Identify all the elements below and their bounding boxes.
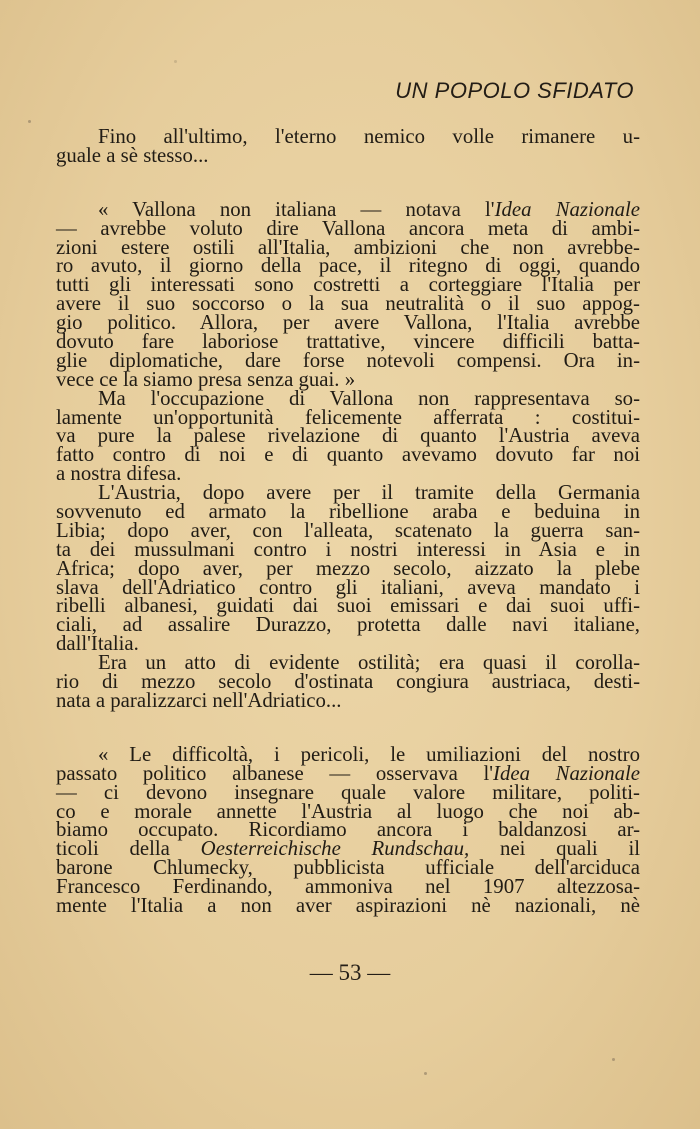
text-line: Era un atto di evidente ostilità; era quasi il corolla- [98, 651, 640, 675]
text-line: barone Chlumecky, pubblicista ufficiale dell'arciduca [56, 856, 640, 880]
text-line: glie diplomatiche, dare forse notevoli compensi. Ora in- [56, 348, 640, 372]
text-line: — avrebbe voluto dire Vallona ancora meta di ambi- [56, 216, 640, 240]
text-span: ticoli della [56, 837, 201, 861]
text-line: lamente un'opportunità felicemente afferrata : costitui- [56, 405, 640, 429]
italic-title: Idea Nazionale [494, 197, 641, 221]
text-line: ro avuto, il giorno della pace, il ritegno di oggi, quando [56, 254, 640, 278]
text-line: nata a paralizzarci nell'Adriatico... [56, 688, 342, 712]
text-line: co e morale annette l'Austria al luogo che noi ab- [56, 799, 640, 823]
text-line: va pure la palese rivelazione di quanto l'Austria aveva [56, 424, 640, 448]
text-line: mente l'Italia a non aver aspirazioni nè nazionali, nè [56, 893, 640, 917]
text-line: rio di mezzo secolo d'ostinata congiura austriaca, desti- [56, 670, 640, 694]
text-line: sovvenuto ed armato la ribellione araba e beduina in [56, 500, 640, 524]
text-line: dovuto fare laboriose trattative, vincere difficili batta- [56, 330, 640, 354]
text-span: « Vallona non italiana — notava l' [98, 197, 495, 221]
text-line: biamo occupato. Ricordiamo ancora i baldanzosi ar- [56, 818, 640, 842]
page-number: — 53 — [309, 960, 391, 985]
text-line: gio politico. Allora, per avere Vallona, l'Italia avrebbe [56, 311, 640, 335]
paper-speck [174, 60, 177, 63]
italic-title: Oesterreichische Rundschau, [200, 837, 470, 861]
running-head: UN POPOLO SFIDATO [395, 78, 634, 103]
text-span: nei quali il [469, 837, 640, 861]
text-line: a nostra difesa. [56, 462, 182, 486]
text-line: dall'Italia. [56, 632, 139, 656]
text-line: Africa; dopo aver, per mezzo secolo, aizzato la plebe [56, 556, 640, 580]
paper-speck [612, 1058, 615, 1061]
paragraph-gap [56, 711, 640, 746]
text-line: Fino all'ultimo, l'eterno nemico volle rimanere u- [98, 125, 640, 148]
paper-speck [424, 1072, 427, 1075]
text-line: ciali, ad assalire Durazzo, protetta dalle navi italiane, [56, 613, 640, 637]
text-line: slava dell'Adriatico contro gli italiani, aveva mandato i [56, 575, 640, 599]
italic-title: Idea Nazionale [493, 761, 641, 785]
text-line: guale a sè stesso... [56, 143, 209, 167]
text-line: Francesco Ferdinando, ammoniva nel 1907 altezzosa- [56, 875, 640, 899]
text-line: zioni estere ostili all'Italia, ambizioni che non avrebbe- [56, 235, 640, 259]
text-line: vece ce la siamo presa senza guai. » [56, 367, 356, 391]
text-line: fatto contro di noi e di quanto avevamo dovuto far noi [56, 443, 640, 467]
text-line: L'Austria, dopo avere per il tramite della Germania [98, 481, 640, 505]
body-text [56, 125, 641, 917]
text-line: — ci devono insegnare quale valore militare, politi- [56, 780, 640, 804]
text-span: passato politico albanese — osservava l' [56, 761, 494, 785]
text-line: « Le difficoltà, i pericoli, le umiliazioni del nostro [98, 742, 640, 766]
text-line: Ma l'occupazione di Vallona non rappresentava so- [98, 386, 640, 410]
paper-speck [28, 120, 31, 123]
text-line: avere il suo soccorso o la sua neutralità o il suo appog- [56, 292, 640, 316]
text-line: ta dei mussulmani contro i nostri interessi in Asia e in [56, 537, 640, 561]
paragraph-gap [56, 166, 640, 201]
text-line: ribelli albanesi, guidati dai suoi emissari e dai suoi uffi- [56, 594, 640, 618]
text-line: Libia; dopo aver, con l'alleata, scatenato la guerra san- [56, 518, 640, 542]
text-line: tutti gli interessati sono costretti a corteggiare l'Italia per [56, 273, 640, 297]
